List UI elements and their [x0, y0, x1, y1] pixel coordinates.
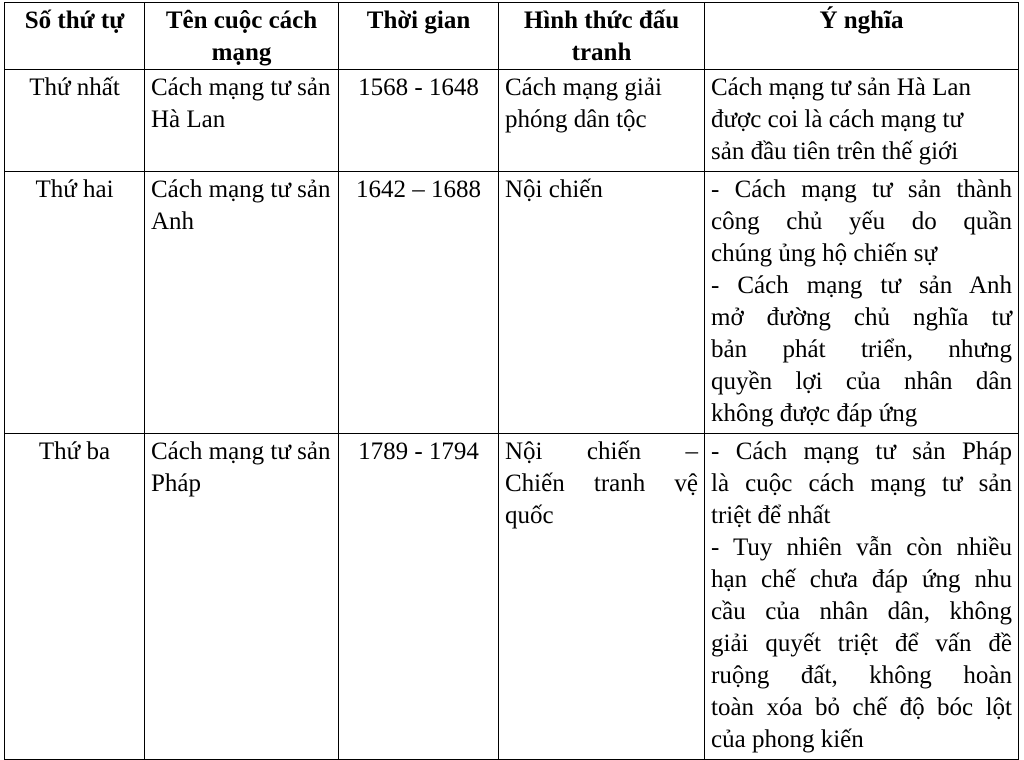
header-time: Thời gian [339, 3, 499, 70]
cell-significance [705, 172, 1019, 434]
cell-order: Thứ nhất [5, 70, 145, 172]
cell-time: 1789 - 1794 [339, 434, 499, 760]
significance-line: hạn chế chưa đáp ứng nhu [711, 566, 1012, 593]
significance-line: của phong kiến [711, 726, 864, 753]
cell-name: Cách mạng tư sản Pháp [145, 434, 339, 760]
significance-line: quyền lợi của nhân dân [711, 368, 1012, 395]
significance-line: chúng ủng hộ chiến sự [711, 240, 938, 267]
significance-line: sản đầu tiên trên thế giới [711, 138, 959, 165]
form-line: Nội chiến – [505, 438, 698, 465]
cell-name: Cách mạng tư sản Hà Lan [145, 70, 339, 172]
cell-form: Nội chiến [499, 172, 705, 434]
significance-line: - Cách mạng tư sản Pháp [711, 438, 1012, 465]
header-significance: Ý nghĩa [705, 3, 1019, 70]
header-name: Tên cuộc cách mạng [145, 3, 339, 70]
cell-order: Thứ hai [5, 172, 145, 434]
cell-form [499, 434, 705, 760]
significance-line: - Cách mạng tư sản thành [711, 176, 1012, 203]
cell-significance [705, 434, 1019, 760]
cell-name: Cách mạng tư sản Anh [145, 172, 339, 434]
form-line: quốc [505, 502, 554, 529]
revolutions-table [4, 2, 1019, 760]
significance-line: mở đường chủ nghĩa tư [711, 304, 1012, 331]
cell-significance [705, 70, 1019, 172]
cell-time: 1642 – 1688 [339, 172, 499, 434]
header-form: Hình thức đấu tranh [499, 3, 705, 70]
cell-form: Cách mạng giải phóng dân tộc [499, 70, 705, 172]
significance-line: được coi là cách mạng tư [711, 106, 964, 133]
table-row [5, 434, 1019, 760]
significance-line: triệt để nhất [711, 502, 831, 529]
significance-line: bản phát triển, nhưng [711, 336, 1012, 363]
form-line: Chiến tranh vệ [505, 470, 698, 497]
header-row [5, 3, 1019, 70]
significance-line: Cách mạng tư sản Hà Lan [711, 74, 971, 101]
significance-line: cầu của nhân dân, không [711, 598, 1012, 625]
significance-line: toàn xóa bỏ chế độ bóc lột [711, 694, 1012, 721]
header-order: Số thứ tự [5, 3, 145, 70]
cell-time: 1568 - 1648 [339, 70, 499, 172]
significance-line: ruộng đất, không hoàn [711, 662, 1012, 689]
table-row [5, 172, 1019, 434]
significance-line: giải quyết triệt để vấn đề [711, 630, 1012, 657]
significance-line: không được đáp ứng [711, 400, 918, 427]
cell-order: Thứ ba [5, 434, 145, 760]
table-row [5, 70, 1019, 172]
significance-line: công chủ yếu do quần [711, 208, 1012, 235]
significance-line: - Tuy nhiên vẫn còn nhiều [711, 534, 1012, 561]
significance-line: là cuộc cách mạng tư sản [711, 470, 1012, 497]
significance-line: - Cách mạng tư sản Anh [711, 272, 1012, 299]
